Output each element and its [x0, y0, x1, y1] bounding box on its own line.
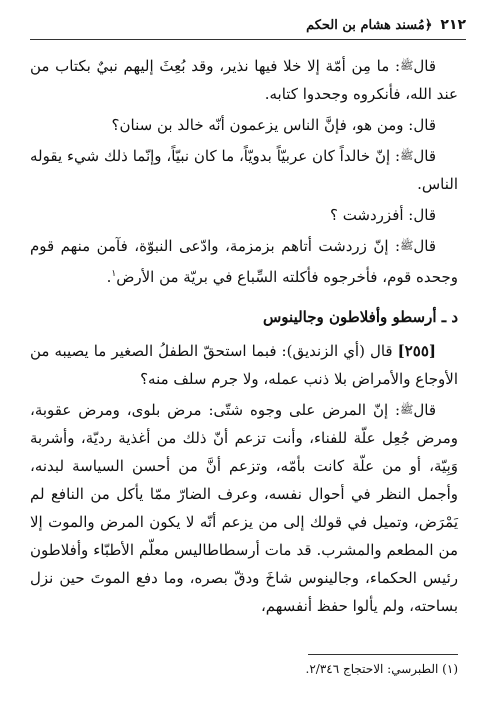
- paragraph-number: [٢٥٥]: [397, 342, 436, 360]
- body-text: [30, 52, 458, 623]
- honorific-symbol: ﷺ: [400, 403, 414, 416]
- footnote: (١) الطبرسي: الاحتجاج ٢/٣٤٦.: [305, 662, 458, 676]
- page-number: ٢١٢: [440, 17, 466, 33]
- speaker-lead: قال: [413, 57, 436, 75]
- speaker-lead: قال: [413, 147, 436, 165]
- running-title: ﴿مُسند هشام بن الحكم: [306, 17, 433, 33]
- paragraph-text: قال: ومن هو، فإنَّ الناس يزعمون أنّه خالد بن سنان؟: [111, 116, 436, 134]
- speaker-lead: قال: [413, 401, 436, 419]
- header-divider: [30, 39, 466, 40]
- numbered-paragraph: [30, 337, 458, 393]
- paragraph-text: قال (أي الزنديق): فبما استحقّ الطفلُ الصغير ما يصيبه من الأوجاع والأمراض بلا ذنب عمله، ولا جرم سلف منه؟: [30, 342, 458, 388]
- paragraph-2: [30, 111, 458, 139]
- paragraph-text: : إنّ المرض على وجوه شتّى: مرض بلوى، ومرض عقوبة، ومرض جُعِل علّة للفناء، وأنت تزعم أنّ ذلك من أغذية رديّة، وأشربة وَبِيّة، أو من علّة كانت بأمّه، وتزعم أنَّ من أحسن السياسة لبدنه، وأجمل النظر في أحوال نفسه، وعرف الضارّ ممّا يأكل من النافع لم يَمْرَض، وتميل في قولك إلى من يزعم أنّه لا يكون المرض والموت إلا من المطعم والمشرب. قد مات أرسطاطاليس معلّم الأطبّاء وأفلاطون رئيس الحكماء، وجالينوس شاخَ ودقّ بصره، وما دفع الموتَ حين نزل بساحته، ولم يألوا حفظ أنفسهم،: [30, 401, 458, 615]
- paragraph-text: قال: أفزردشت ؟: [329, 206, 436, 224]
- page-header: [30, 14, 466, 36]
- final-paragraph: [30, 396, 458, 620]
- section-heading: د ـ أرسطو وأفلاطون وجالينوس: [263, 308, 458, 326]
- paragraph-text: : ما مِن أمّة إلا خلا فيها نذير، وقد بُعِثَ إليهم نبيٌ بكتاب من عند الله، فأنكروه وجحدوا كتابه.: [30, 57, 458, 103]
- paragraph-text: : إنّ زردشت أتاهم بزمزمة، وادّعى النبوّة، فآمن منهم قوم وجحده قوم، فأخرجوه فأكلته السِّباع في بريّة من الأرض: [30, 237, 458, 286]
- honorific-symbol: ﷺ: [400, 239, 414, 252]
- paragraph-3: [30, 142, 458, 198]
- footnote-divider: [308, 654, 458, 655]
- paragraph-text: : إنّ خالداً كان عربيّاً بدويّاً، ما كان نبيّاً، وإنّما ذلك شيء يقوله الناس.: [30, 147, 458, 193]
- paragraph-5: قالﷺ: إنّ زردشت أتاهم بزمزمة، وادّعى النبوّة، فآمن منهم قوم وجحده قوم، فأخرجوه فأكلته السِّباع في بريّة من الأرض$^١$.: [30, 237, 458, 286]
- speaker-lead: قال: [413, 237, 436, 255]
- paragraph-4: [30, 201, 458, 229]
- honorific-symbol: ﷺ: [400, 149, 414, 162]
- footnote-reference[interactable]: ١: [111, 269, 117, 279]
- honorific-symbol: ﷺ: [400, 59, 414, 72]
- paragraph-1: [30, 52, 458, 108]
